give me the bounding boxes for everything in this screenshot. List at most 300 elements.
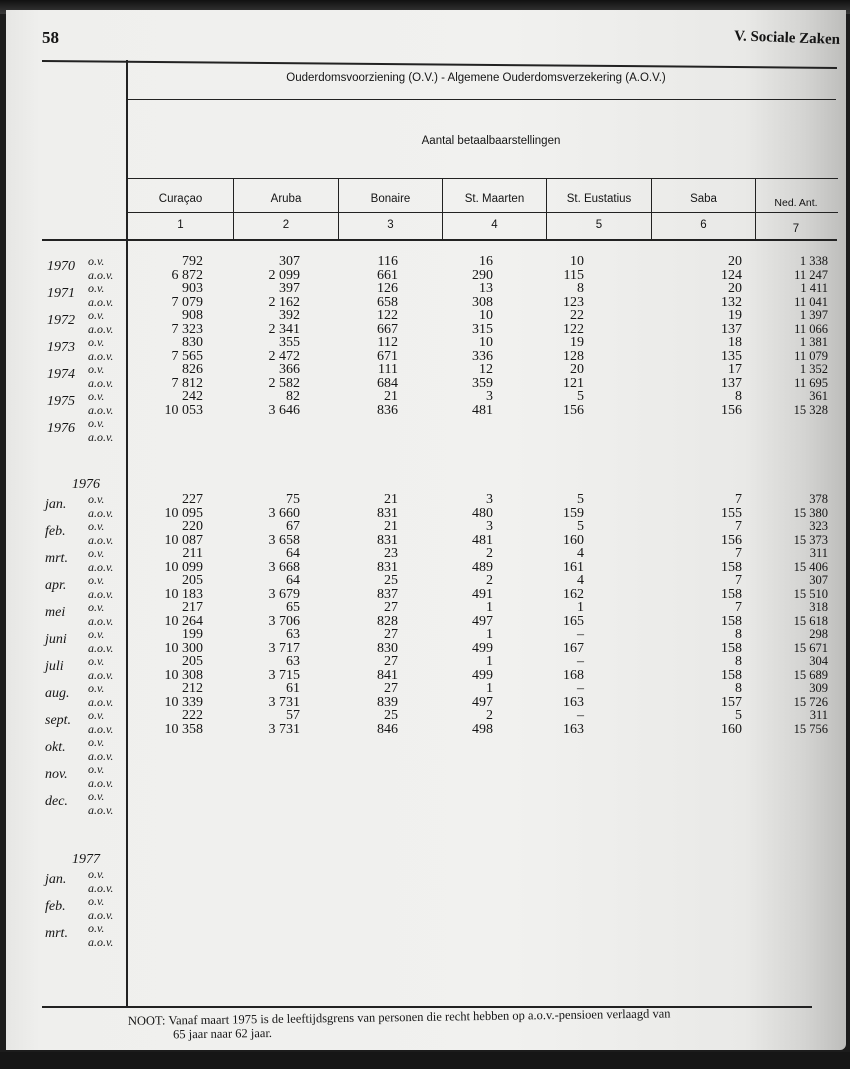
- cell-aov: 168: [563, 667, 584, 683]
- cell-aov: 15 671: [793, 640, 828, 655]
- cell-aov: 167: [563, 640, 584, 656]
- month-label: apr.: [45, 578, 67, 593]
- cell-aov: 497: [472, 694, 493, 710]
- cell-ov: 8: [735, 389, 742, 404]
- cell-ov: 1: [486, 600, 493, 615]
- column-number: 7: [792, 223, 800, 235]
- cell-ov: 366: [279, 362, 300, 377]
- cell-ov: 908: [182, 308, 203, 323]
- cell-aov: 837: [377, 586, 398, 602]
- month-label: dec.: [45, 794, 68, 809]
- cell-ov: 27: [384, 627, 398, 642]
- month-label: aug.: [45, 686, 70, 701]
- cell-ov: 25: [384, 708, 398, 723]
- cell-aov: 3 668: [268, 559, 300, 575]
- row-label-ov: o.v.: [88, 600, 105, 614]
- cell-ov: 830: [182, 335, 203, 350]
- cell-ov: 903: [182, 281, 203, 296]
- cell-ov: 397: [279, 281, 300, 296]
- cell-ov: 17: [728, 362, 742, 377]
- cell-aov: 3 646: [268, 402, 300, 418]
- cell-aov: 481: [472, 402, 493, 418]
- cell-aov: 123: [563, 294, 584, 310]
- row-label-aov: a.o.v.: [88, 880, 114, 895]
- column-header-aruba: Aruba: [270, 193, 302, 205]
- cell-ov: 19: [570, 335, 584, 350]
- row-label-aov: a.o.v.: [88, 294, 114, 309]
- cell-ov: 222: [182, 708, 203, 723]
- cell-ov: 12: [479, 362, 493, 377]
- cell-aov: 163: [563, 721, 584, 737]
- cell-ov: –: [577, 681, 584, 696]
- cell-ov: 5: [577, 389, 584, 404]
- cell-aov: 159: [563, 505, 584, 521]
- cell-aov: 830: [377, 640, 398, 656]
- cell-aov: 7 323: [171, 321, 203, 337]
- cell-aov: 162: [563, 586, 584, 602]
- cell-ov: 318: [809, 600, 828, 614]
- cell-aov: 831: [377, 505, 398, 521]
- cell-aov: 122: [563, 321, 584, 337]
- cell-aov: 2 341: [268, 321, 300, 337]
- row-label-aov: a.o.v.: [88, 375, 114, 390]
- cell-ov: 61: [286, 681, 300, 696]
- year-label: 1972: [47, 313, 75, 328]
- column-number: 6: [700, 219, 707, 231]
- month-label: mei: [45, 605, 66, 620]
- cell-aov: 499: [472, 640, 493, 656]
- cell-ov: 304: [809, 654, 828, 668]
- cell-aov: 10 095: [164, 505, 203, 521]
- row-label-aov: a.o.v.: [88, 429, 114, 444]
- cell-ov: 323: [809, 519, 828, 533]
- row-label-aov: a.o.v.: [88, 505, 114, 520]
- row-label-ov: o.v.: [88, 492, 105, 506]
- row-label-ov: o.v.: [88, 389, 105, 403]
- row-label-ov: o.v.: [88, 519, 105, 533]
- cell-ov: 10: [570, 254, 584, 269]
- column-header-ned-ant: Ned. Ant.: [774, 197, 818, 209]
- cell-ov: 8: [735, 654, 742, 669]
- month-label: sept.: [45, 713, 72, 728]
- cell-ov: 4: [577, 546, 584, 561]
- cell-aov: 11 247: [794, 267, 828, 282]
- cell-ov: –: [577, 654, 584, 669]
- header-bottom-rule: [42, 239, 837, 241]
- cell-aov: 115: [563, 267, 584, 283]
- cell-aov: 15 618: [793, 613, 828, 628]
- cell-ov: 5: [735, 708, 742, 723]
- row-label-ov: o.v.: [88, 573, 105, 587]
- cell-ov: 1 381: [799, 335, 828, 349]
- cell-aov: 10 099: [164, 559, 203, 575]
- column-number: 2: [282, 219, 290, 231]
- month-label: juli: [45, 659, 64, 674]
- cell-aov: 156: [721, 402, 742, 418]
- cell-ov: 20: [728, 281, 742, 296]
- cell-ov: 7: [735, 546, 742, 561]
- scan-bottom-edge: [0, 1052, 850, 1069]
- cell-aov: 658: [377, 294, 398, 310]
- cell-ov: 1: [486, 627, 493, 642]
- cell-aov: 3 658: [268, 532, 300, 548]
- cell-ov: 111: [378, 362, 398, 377]
- cell-ov: 20: [728, 254, 742, 269]
- cell-ov: 22: [570, 308, 584, 323]
- cell-ov: 75: [286, 492, 300, 507]
- column-header-st-eustatius: St. Eustatius: [566, 193, 632, 205]
- cell-ov: 20: [570, 362, 584, 377]
- cell-ov: –: [577, 708, 584, 723]
- cell-aov: 15 406: [793, 559, 828, 574]
- row-label-aov: a.o.v.: [88, 532, 114, 547]
- cell-ov: 27: [384, 600, 398, 615]
- row-label-aov: a.o.v.: [88, 559, 114, 574]
- cell-aov: 489: [472, 559, 493, 575]
- cell-aov: 3 731: [268, 694, 300, 710]
- cell-ov: 355: [279, 335, 300, 350]
- cell-aov: 160: [563, 532, 584, 548]
- cell-aov: 11 695: [794, 375, 828, 390]
- cell-aov: 828: [377, 613, 398, 629]
- month-label: mrt.: [45, 551, 68, 566]
- row-label-aov: a.o.v.: [88, 667, 114, 682]
- cell-ov: 4: [577, 573, 584, 588]
- cell-ov: 227: [182, 492, 203, 507]
- cell-ov: 217: [182, 600, 203, 615]
- cell-aov: 336: [472, 348, 493, 364]
- cell-ov: 826: [182, 362, 203, 377]
- cell-ov: 7: [735, 519, 742, 534]
- header-rule-2: [128, 178, 838, 179]
- cell-ov: 205: [182, 654, 203, 669]
- footnote-line-1: Vanaf maart 1975 is de leeftijdsgrens van personen die recht hebben op a.o.v.-pensioen verlaagd van: [168, 1006, 671, 1028]
- cell-aov: 135: [721, 348, 742, 364]
- column-number: 1: [177, 219, 184, 231]
- cell-aov: 661: [377, 267, 398, 283]
- cell-aov: 158: [721, 559, 742, 575]
- cell-ov: 25: [384, 573, 398, 588]
- cell-ov: 392: [279, 308, 300, 323]
- cell-aov: 10 087: [164, 532, 203, 548]
- cell-aov: 10 264: [164, 613, 203, 629]
- column-header-st-maarten: St. Maarten: [464, 193, 525, 205]
- cell-ov: 7: [735, 573, 742, 588]
- cell-aov: 155: [721, 505, 742, 521]
- cell-ov: 64: [286, 546, 300, 561]
- cell-ov: 205: [182, 573, 203, 588]
- cell-aov: 11 079: [794, 348, 828, 363]
- cell-ov: 311: [809, 708, 828, 722]
- cell-aov: 2 582: [268, 375, 300, 391]
- cell-aov: 156: [563, 402, 584, 418]
- cell-ov: 18: [728, 335, 742, 350]
- cell-ov: 10: [479, 308, 493, 323]
- cell-ov: 1 352: [799, 362, 828, 376]
- cell-ov: 8: [577, 281, 584, 296]
- cell-aov: 158: [721, 640, 742, 656]
- month-label: feb.: [45, 899, 66, 914]
- cell-aov: 165: [563, 613, 584, 629]
- row-label-ov: o.v.: [88, 921, 105, 935]
- column-number: 5: [595, 219, 603, 231]
- cell-aov: 10 183: [164, 586, 203, 602]
- cell-ov: 298: [809, 627, 828, 641]
- section-year-label: 1977: [72, 852, 100, 867]
- row-label-ov: o.v.: [88, 735, 105, 749]
- cell-ov: 199: [182, 627, 203, 642]
- row-label-ov: o.v.: [88, 762, 105, 776]
- cell-aov: 10 300: [164, 640, 203, 656]
- cell-aov: 11 066: [794, 321, 828, 336]
- cell-ov: 27: [384, 654, 398, 669]
- cell-ov: 242: [182, 389, 203, 404]
- cell-aov: 6 872: [171, 267, 203, 283]
- row-label-ov: o.v.: [88, 681, 105, 695]
- cell-aov: 831: [377, 559, 398, 575]
- cell-aov: 10 053: [164, 402, 203, 418]
- cell-ov: 1: [577, 600, 584, 615]
- row-label-ov: o.v.: [88, 654, 105, 668]
- column-header-curacao: Curaçao: [158, 193, 203, 205]
- row-label-aov: a.o.v.: [88, 748, 114, 763]
- cell-aov: 7 079: [171, 294, 203, 310]
- month-label: jan.: [45, 872, 67, 887]
- month-label: nov.: [45, 767, 68, 782]
- cell-aov: 121: [563, 375, 584, 391]
- row-label-aov: a.o.v.: [88, 694, 114, 709]
- row-label-aov: a.o.v.: [88, 402, 114, 417]
- cell-ov: 116: [377, 254, 398, 269]
- month-label: mrt.: [45, 926, 68, 941]
- cell-ov: 361: [809, 389, 828, 403]
- section-year-label: 1976: [72, 477, 100, 492]
- cell-ov: 13: [479, 281, 493, 296]
- cell-aov: 163: [563, 694, 584, 710]
- cell-aov: 480: [472, 505, 493, 521]
- cell-aov: 161: [563, 559, 584, 575]
- month-label: jan.: [45, 497, 67, 512]
- column-header-bonaire: Bonaire: [370, 193, 411, 205]
- cell-ov: 378: [809, 492, 828, 506]
- cell-aov: 498: [472, 721, 493, 737]
- cell-aov: 7 812: [171, 375, 203, 391]
- cell-aov: 315: [472, 321, 493, 337]
- cell-ov: 82: [286, 389, 300, 404]
- cell-aov: 831: [377, 532, 398, 548]
- cell-ov: 63: [286, 654, 300, 669]
- month-label: feb.: [45, 524, 66, 539]
- row-label-aov: a.o.v.: [88, 267, 114, 282]
- row-label-ov: o.v.: [88, 708, 105, 722]
- cell-ov: 3: [486, 492, 493, 507]
- cell-ov: 3: [486, 519, 493, 534]
- chapter-title: V. Sociale Zaken: [733, 28, 841, 48]
- cell-aov: 671: [377, 348, 398, 364]
- year-label: 1971: [47, 286, 75, 301]
- cell-ov: 1 411: [800, 281, 828, 295]
- cell-aov: 156: [721, 532, 742, 548]
- cell-aov: 15 689: [793, 667, 828, 682]
- cell-aov: 124: [721, 267, 742, 283]
- cell-aov: 11 041: [794, 294, 828, 309]
- cell-ov: 10: [479, 335, 493, 350]
- cell-aov: 3 706: [268, 613, 300, 629]
- cell-aov: 15 380: [793, 505, 828, 520]
- row-label-aov: a.o.v.: [88, 348, 114, 363]
- column-number: 4: [491, 219, 498, 231]
- cell-aov: 2 099: [268, 267, 300, 283]
- cell-ov: 57: [286, 708, 300, 723]
- cell-ov: 19: [728, 308, 742, 323]
- cell-aov: 290: [472, 267, 493, 283]
- table-subtitle: Aantal betaalbaarstellingen: [421, 135, 561, 147]
- year-label: 1975: [47, 394, 75, 409]
- cell-ov: 2: [486, 546, 493, 561]
- cell-aov: 15 328: [793, 402, 828, 417]
- cell-aov: 2 162: [268, 294, 300, 310]
- cell-aov: 667: [377, 321, 398, 337]
- footnote-line-2: 65 jaar naar 62 jaar.: [172, 1025, 273, 1042]
- year-label: 1976: [47, 421, 75, 436]
- cell-aov: 846: [377, 721, 398, 737]
- row-label-ov: o.v.: [88, 894, 105, 908]
- row-label-aov: a.o.v.: [88, 321, 114, 336]
- cell-aov: 497: [472, 613, 493, 629]
- row-label-aov: a.o.v.: [88, 613, 114, 628]
- row-label-aov: a.o.v.: [88, 775, 114, 790]
- cell-aov: 836: [377, 402, 398, 418]
- month-label: okt.: [45, 740, 66, 755]
- cell-ov: 307: [279, 254, 300, 269]
- cell-ov: 67: [286, 519, 300, 534]
- cell-aov: 15 726: [793, 694, 828, 709]
- column-header-saba: Saba: [690, 193, 717, 205]
- year-label: 1974: [47, 367, 75, 382]
- page-number: 58: [42, 28, 59, 47]
- row-label-aov: a.o.v.: [88, 802, 114, 817]
- cell-ov: 5: [577, 492, 584, 507]
- cell-ov: 27: [384, 681, 398, 696]
- cell-ov: 16: [479, 254, 493, 269]
- row-label-ov: o.v.: [88, 308, 105, 322]
- cell-ov: 65: [286, 600, 300, 615]
- row-label-ov: o.v.: [88, 362, 105, 376]
- row-label-aov: a.o.v.: [88, 934, 114, 949]
- cell-aov: 7 565: [171, 348, 203, 364]
- cell-ov: 7: [735, 600, 742, 615]
- cell-ov: 23: [384, 546, 398, 561]
- cell-ov: 21: [384, 389, 398, 404]
- cell-aov: 132: [721, 294, 742, 310]
- cell-aov: 158: [721, 586, 742, 602]
- cell-aov: 137: [721, 375, 742, 391]
- cell-ov: 64: [286, 573, 300, 588]
- cell-aov: 359: [472, 375, 493, 391]
- cell-ov: 1 397: [799, 308, 828, 322]
- cell-aov: 3 679: [268, 586, 300, 602]
- cell-ov: 220: [182, 519, 203, 534]
- cell-ov: 8: [735, 681, 742, 696]
- cell-aov: 128: [563, 348, 584, 364]
- cell-aov: 3 715: [268, 667, 300, 683]
- cell-ov: 311: [809, 546, 828, 560]
- cell-aov: 158: [721, 613, 742, 629]
- cell-aov: 15 756: [793, 721, 828, 736]
- cell-aov: 3 660: [268, 505, 300, 521]
- cell-ov: 792: [182, 254, 203, 269]
- header-rule-3: [128, 212, 838, 213]
- row-label-aov: a.o.v.: [88, 640, 114, 655]
- cell-aov: 491: [472, 586, 493, 602]
- cell-ov: 1: [486, 681, 493, 696]
- table-bottom-rule: [42, 1006, 812, 1008]
- cell-ov: 3: [486, 389, 493, 404]
- cell-ov: 21: [384, 519, 398, 534]
- cell-ov: 5: [577, 519, 584, 534]
- cell-ov: 1: [486, 654, 493, 669]
- cell-aov: 481: [472, 532, 493, 548]
- footnote-label: NOOT:: [127, 1013, 166, 1028]
- cell-aov: 3 717: [268, 640, 300, 656]
- row-label-ov: o.v.: [88, 335, 105, 349]
- row-label-ov: o.v.: [88, 281, 105, 295]
- cell-aov: 15 373: [793, 532, 828, 547]
- cell-aov: 308: [472, 294, 493, 310]
- cell-aov: 160: [721, 721, 742, 737]
- table-title: Ouderdomsvoorziening (O.V.) - Algemene Ouderdomsverzekering (A.O.V.): [286, 72, 666, 84]
- cell-ov: 63: [286, 627, 300, 642]
- row-label-ov: o.v.: [88, 546, 105, 560]
- cell-ov: 7: [735, 492, 742, 507]
- row-label-aov: a.o.v.: [88, 721, 114, 736]
- cell-aov: 158: [721, 667, 742, 683]
- cell-ov: 2: [486, 708, 493, 723]
- cell-aov: 499: [472, 667, 493, 683]
- cell-aov: 10 308: [164, 667, 203, 683]
- cell-ov: 21: [384, 492, 398, 507]
- cell-ov: 211: [182, 546, 203, 561]
- cell-aov: 10 358: [164, 721, 203, 737]
- cell-ov: 8: [735, 627, 742, 642]
- cell-aov: 839: [377, 694, 398, 710]
- cell-ov: –: [577, 627, 584, 642]
- cell-ov: 1 338: [799, 254, 828, 268]
- cell-aov: 684: [377, 375, 398, 391]
- cell-ov: 309: [809, 681, 828, 695]
- row-label-ov: o.v.: [88, 254, 105, 268]
- row-label-aov: a.o.v.: [88, 586, 114, 601]
- cell-ov: 122: [377, 308, 398, 323]
- cell-aov: 15 510: [793, 586, 828, 601]
- cell-aov: 841: [377, 667, 398, 683]
- year-label: 1970: [47, 259, 75, 274]
- year-label: 1973: [47, 340, 75, 355]
- cell-aov: 10 339: [164, 694, 203, 710]
- header-rule-1: [128, 99, 836, 100]
- cell-ov: 307: [809, 573, 828, 587]
- month-label: juni: [45, 632, 67, 647]
- cell-aov: 3 731: [268, 721, 300, 737]
- column-number: 3: [387, 219, 394, 231]
- row-label-ov: o.v.: [88, 627, 105, 641]
- row-label-ov: o.v.: [88, 416, 105, 430]
- row-label-ov: o.v.: [88, 789, 105, 803]
- cell-aov: 2 472: [268, 348, 300, 364]
- row-label-ov: o.v.: [88, 867, 105, 881]
- cell-aov: 137: [721, 321, 742, 337]
- cell-aov: 157: [721, 694, 742, 710]
